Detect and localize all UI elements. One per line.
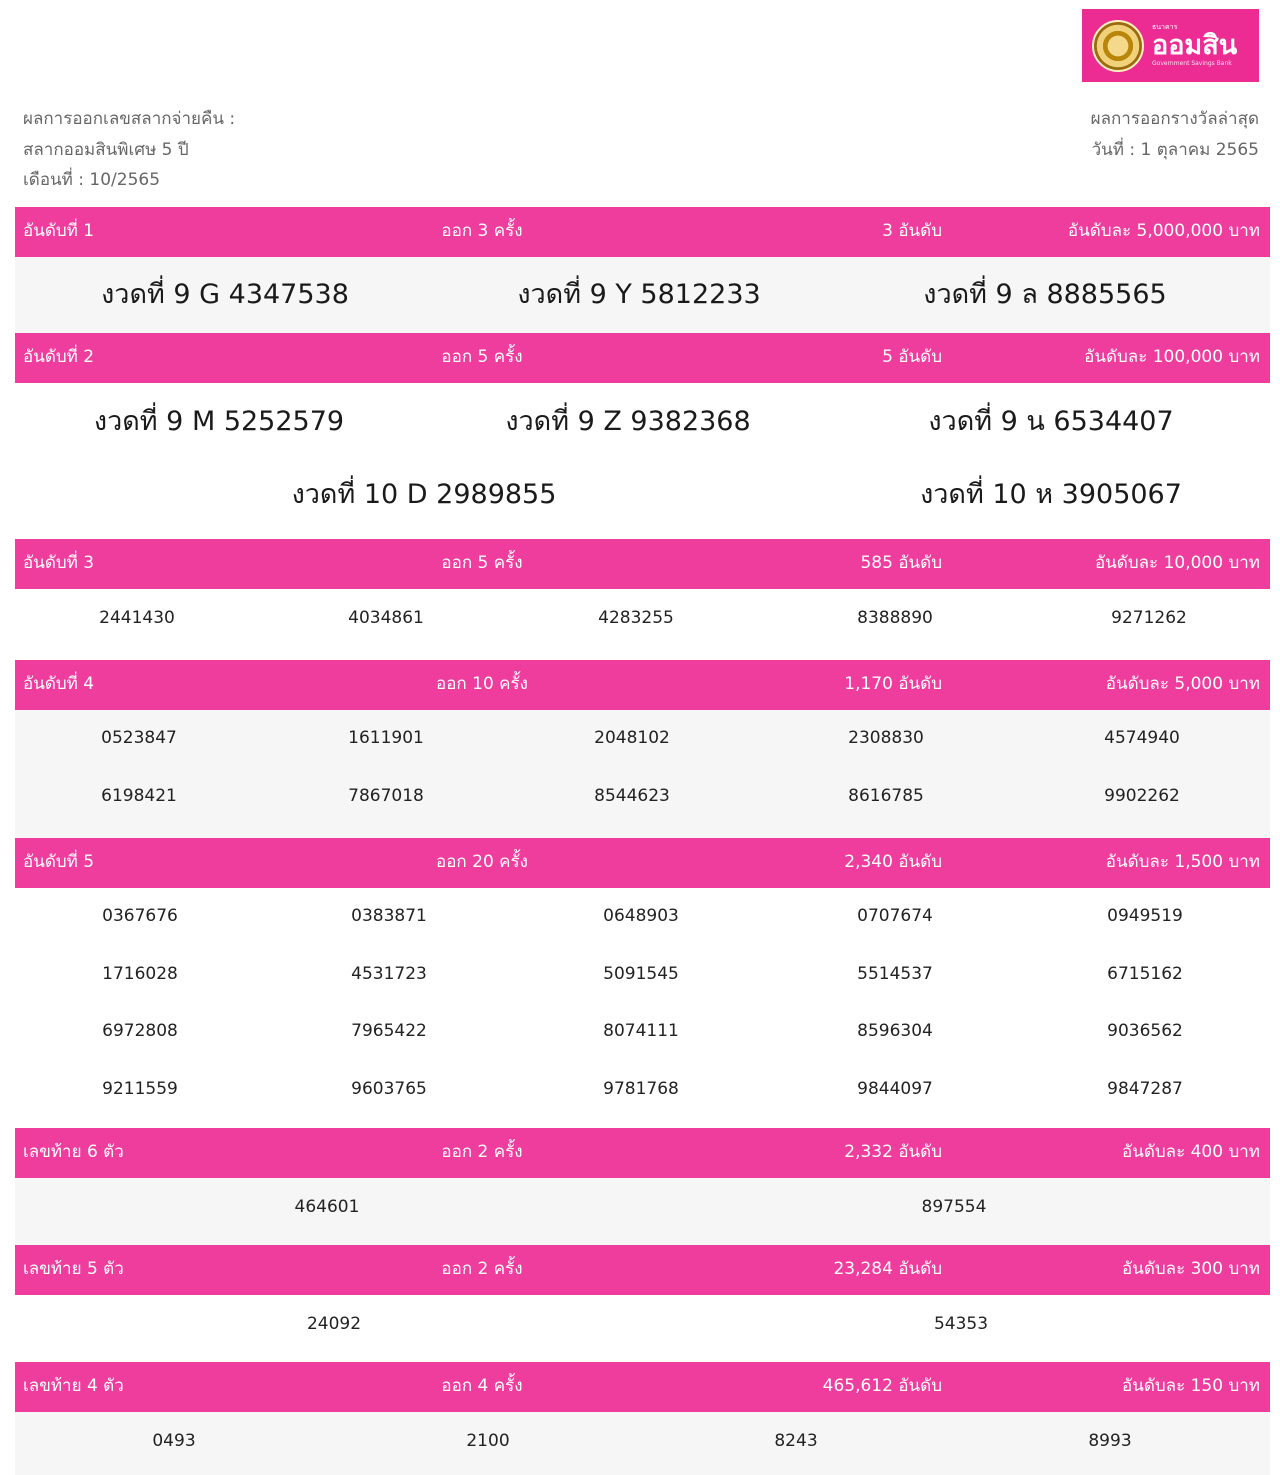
prize-count: 1,170 อันดับ (844, 674, 942, 694)
winning-number: 8544623 (594, 785, 670, 806)
prize-draws: ออก 3 ครั้ง (441, 221, 523, 241)
winning-number: 9271262 (1111, 608, 1187, 628)
prize-count: 2,340 อันดับ (844, 852, 942, 872)
prize-amount: อันดับละ 1,500 บาท (1105, 852, 1260, 872)
prize-rank: เลขท้าย 5 ตัว (23, 1259, 124, 1279)
winning-number: งวดที่ 9 M 5252579 (93, 406, 345, 437)
prize-header (15, 838, 1270, 888)
winning-number: 7965422 (351, 1021, 427, 1041)
prize-header (15, 1128, 1270, 1178)
info-lottery-type: สลากออมสินพิเศษ 5 ปี (23, 139, 189, 160)
result-row (15, 385, 1270, 458)
winning-number: 9781768 (603, 1078, 679, 1099)
winning-number: 8616785 (848, 785, 924, 806)
winning-number: 4531723 (351, 963, 427, 984)
winning-number: 24092 (306, 1314, 362, 1334)
prize-amount: อันดับละ 5,000,000 บาท (1067, 221, 1260, 241)
prize-rank: เลขท้าย 4 ตัว (23, 1376, 124, 1396)
prize-header (15, 1245, 1270, 1295)
winning-number: 0707674 (857, 906, 933, 926)
gsb-logo (1082, 9, 1259, 82)
prize-section-2 (15, 333, 1270, 538)
result-row (15, 589, 1270, 647)
winning-number: 1716028 (102, 963, 178, 984)
prize-count: 23,284 อันดับ (833, 1259, 942, 1279)
logo-subtext: Government Savings Bank (1152, 60, 1232, 67)
prize-header (15, 1362, 1270, 1412)
prize-count: 2,332 อันดับ (844, 1142, 942, 1162)
result-row (15, 1003, 1270, 1061)
winning-number: 8243 (774, 1431, 818, 1451)
winning-number: 2100 (466, 1431, 510, 1451)
result-row (15, 257, 1270, 333)
bank-seal-icon (1092, 20, 1144, 72)
winning-number: 0949519 (1107, 906, 1183, 926)
prize-draws: ออก 5 ครั้ง (441, 347, 523, 367)
prize-draws: ออก 5 ครั้ง (441, 553, 523, 573)
winning-number: 8074111 (603, 1021, 679, 1041)
winning-number: 8993 (1088, 1431, 1132, 1451)
winning-number: 9902262 (1104, 785, 1180, 806)
winning-number: 0367676 (102, 906, 178, 926)
prize-draws: ออก 2 ครั้ง (441, 1259, 523, 1279)
winning-number: 6715162 (1107, 963, 1183, 984)
latest-result-info (1091, 104, 1259, 165)
latest-result-date: วันที่ : 1 ตุลาคม 2565 (1091, 139, 1259, 160)
prize-draws: ออก 10 ครั้ง (436, 674, 528, 694)
winning-number: 6198421 (101, 785, 177, 806)
result-row (15, 1412, 1270, 1470)
winning-number: 4283255 (598, 608, 674, 628)
prize-rank: เลขท้าย 6 ตัว (23, 1142, 124, 1162)
winning-number: 0523847 (101, 728, 177, 748)
winning-number: 2048102 (594, 728, 670, 748)
winning-number: 0648903 (603, 906, 679, 926)
prize-amount: อันดับละ 150 บาท (1121, 1376, 1260, 1396)
winning-number: 54353 (933, 1314, 989, 1334)
prize-section-1 (15, 207, 1270, 333)
winning-number: 9603765 (351, 1078, 427, 1099)
winning-number: 8388890 (857, 608, 933, 628)
winning-number: งวดที่ 10 ห 3905067 (920, 479, 1182, 510)
prize-count: 3 อันดับ (882, 221, 942, 241)
winning-number: 0493 (152, 1431, 196, 1451)
prize-draws: ออก 4 ครั้ง (441, 1376, 523, 1396)
prize-rank: อันดับที่ 2 (23, 347, 95, 367)
prize-header (15, 207, 1270, 257)
logo-name: ออมสิน (1152, 30, 1238, 61)
logo-text (1152, 24, 1237, 67)
winning-number: งวดที่ 10 D 2989855 (291, 479, 557, 510)
prize-section-3 (15, 539, 1270, 659)
result-row (15, 888, 1270, 946)
winning-number: 9844097 (857, 1078, 933, 1099)
prize-rank: อันดับที่ 1 (23, 221, 95, 241)
winning-number: 1611901 (348, 728, 424, 748)
winning-number: งวดที่ 9 ล 8885565 (923, 279, 1167, 310)
winning-number: 4034861 (348, 608, 424, 628)
info-heading: ผลการออกเลขสลากจ่ายคืน : (23, 109, 236, 129)
prize-amount: อันดับละ 10,000 บาท (1094, 553, 1260, 573)
result-row (15, 1178, 1270, 1236)
result-row (15, 710, 1270, 768)
draw-info (23, 104, 235, 196)
winning-number: 0383871 (351, 906, 427, 926)
prize-rank: อันดับที่ 4 (23, 674, 95, 694)
prize-rank: อันดับที่ 3 (23, 553, 95, 573)
winning-number: งวดที่ 9 น 6534407 (928, 406, 1174, 437)
prize-draws: ออก 2 ครั้ง (441, 1142, 523, 1162)
prize-header (15, 539, 1270, 589)
prize-header (15, 660, 1270, 710)
winning-number: 9211559 (102, 1078, 178, 1099)
prize-section-last5 (15, 1245, 1270, 1362)
winning-number: งวดที่ 9 Y 5812233 (517, 279, 761, 310)
prize-rank: อันดับที่ 5 (23, 852, 95, 872)
winning-number: 2441430 (99, 608, 175, 628)
info-month: เดือนที่ : 10/2565 (23, 170, 161, 190)
prize-section-5 (15, 838, 1270, 1128)
winning-number: 5514537 (857, 963, 933, 984)
prize-amount: อันดับละ 300 บาท (1121, 1259, 1260, 1279)
winning-number: 2308830 (848, 728, 924, 748)
result-row (15, 768, 1270, 826)
winning-number: 8596304 (857, 1021, 933, 1041)
winning-number: 897554 (921, 1197, 987, 1217)
prize-section-last4 (15, 1362, 1270, 1475)
prize-amount: อันดับละ 400 บาท (1121, 1142, 1260, 1162)
latest-result-heading: ผลการออกรางวัลล่าสุด (1090, 109, 1259, 129)
winning-number: 5091545 (603, 963, 679, 984)
prize-header (15, 333, 1270, 383)
prize-count: 5 อันดับ (882, 347, 942, 367)
prize-section-4 (15, 660, 1270, 840)
winning-number: 7867018 (348, 785, 424, 806)
winning-number: งวดที่ 9 G 4347538 (101, 279, 349, 310)
prize-draws: ออก 20 ครั้ง (436, 852, 528, 872)
winning-number: 9847287 (1107, 1078, 1183, 1099)
logo-small-text: ธนาคาร (1152, 23, 1178, 31)
result-row (15, 1061, 1270, 1119)
winning-number: 6972808 (102, 1021, 178, 1041)
prize-amount: อันดับละ 100,000 บาท (1084, 347, 1260, 367)
prize-amount: อันดับละ 5,000 บาท (1105, 674, 1260, 694)
result-row (15, 946, 1270, 1004)
prize-count: 585 อันดับ (860, 553, 942, 573)
prize-count: 465,612 อันดับ (822, 1376, 942, 1396)
winning-number: 4574940 (1104, 728, 1180, 748)
prize-section-last6 (15, 1128, 1270, 1245)
winning-number: 464601 (294, 1197, 360, 1217)
result-row (15, 1295, 1270, 1353)
winning-number: งวดที่ 9 Z 9382368 (505, 406, 751, 437)
result-row (15, 458, 1270, 531)
winning-number: 9036562 (1107, 1021, 1183, 1041)
